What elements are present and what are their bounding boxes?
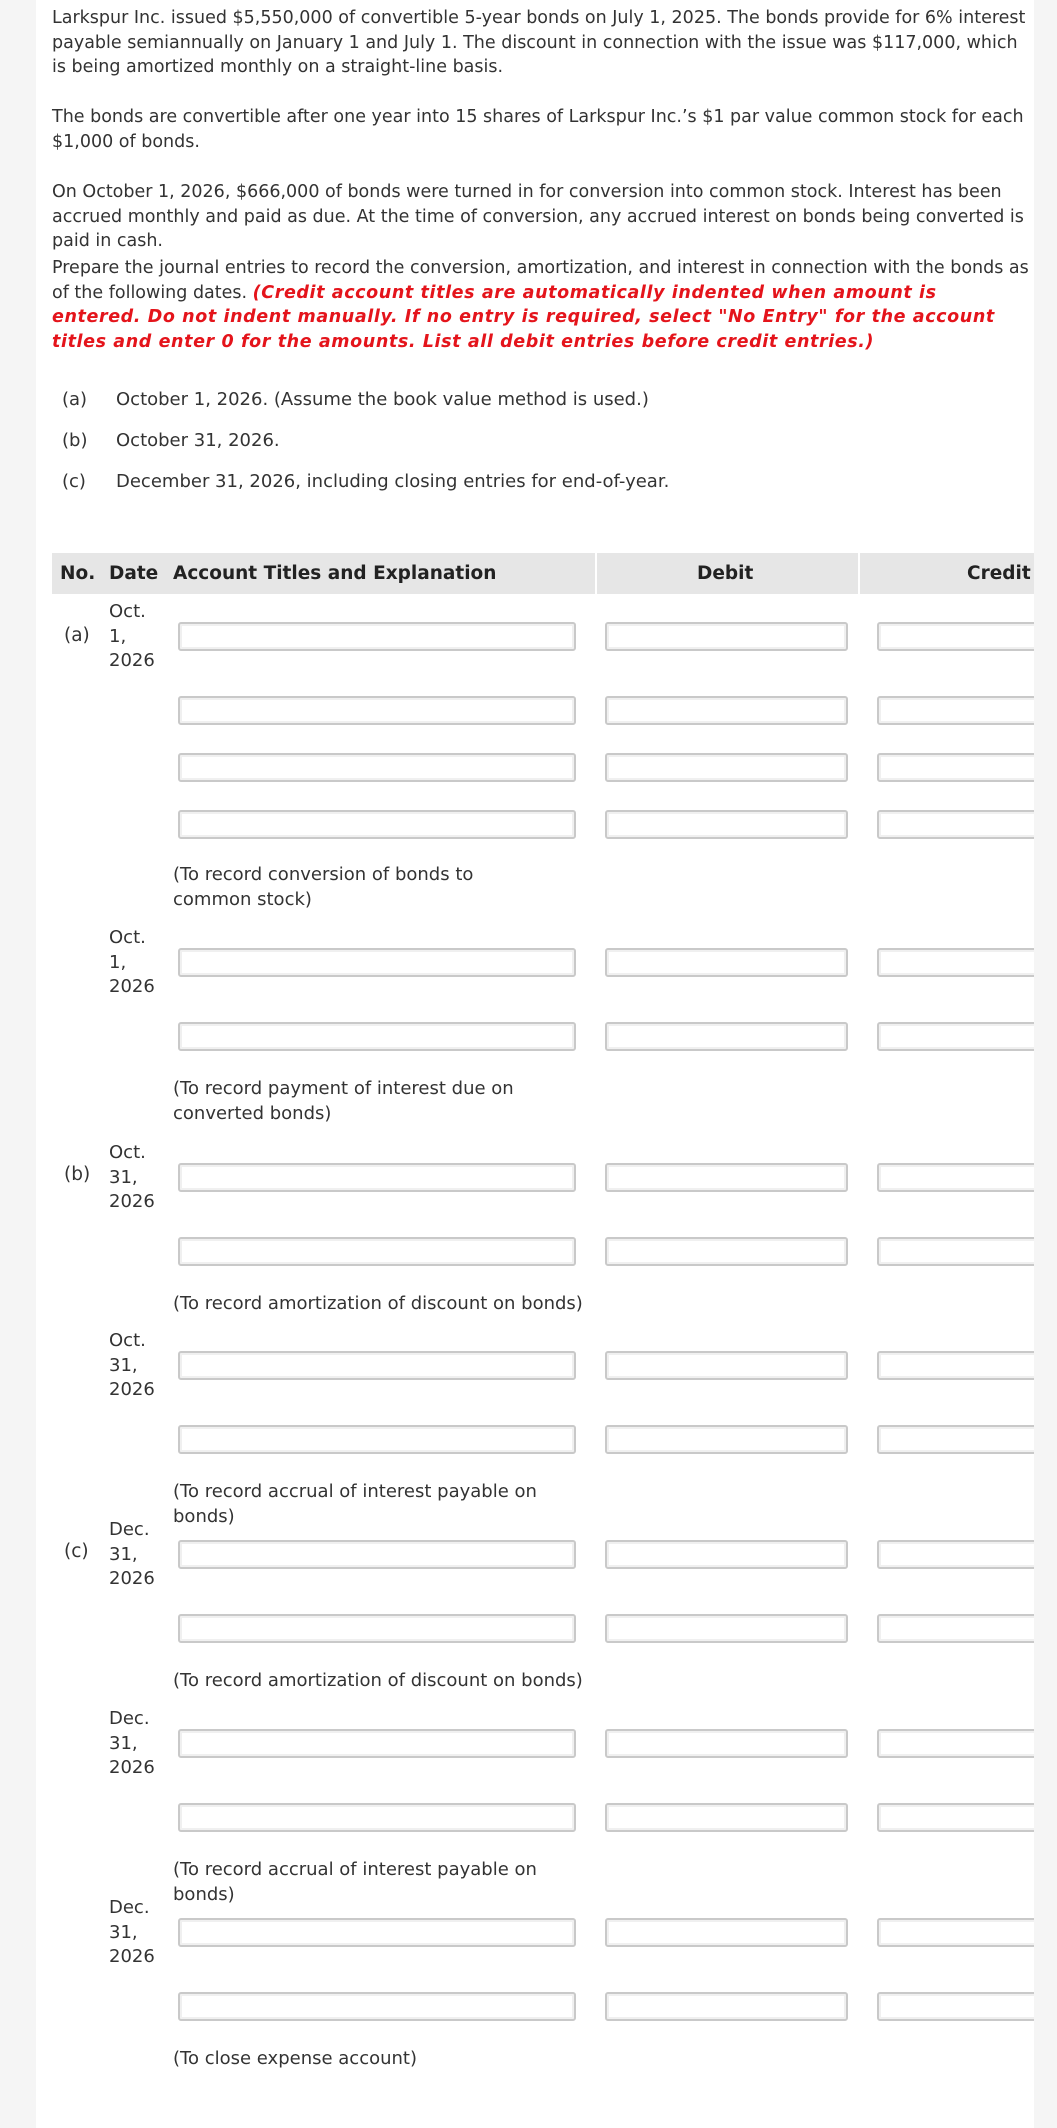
date-day: 31, <box>109 1732 138 1754</box>
entry-date <box>109 1707 165 1781</box>
account-title-input[interactable] <box>178 1918 576 1947</box>
header-account: Account Titles and Explanation <box>173 563 497 584</box>
debit-input[interactable] <box>605 1540 848 1569</box>
credit-input[interactable] <box>877 753 1034 782</box>
entry-explanation: (To record payment of interest due on converted bonds) <box>173 1078 514 1124</box>
date-year: 2026 <box>109 650 155 672</box>
date-year: 2026 <box>109 1379 155 1401</box>
account-title-input[interactable] <box>178 1803 576 1832</box>
account-title-input[interactable] <box>178 1351 576 1380</box>
entry-explanation: (To record conversion of bonds to common stock) <box>173 864 474 910</box>
date-month: Oct. <box>109 927 146 948</box>
debit-input[interactable] <box>605 1237 848 1266</box>
entry-number: (a) <box>64 625 90 646</box>
credit-input[interactable] <box>877 810 1034 839</box>
problem-instructions <box>52 256 1032 354</box>
debit-input[interactable] <box>605 1803 848 1832</box>
instruction-warning: (Credit account titles are automatically indented when amount is entered. Do not indent manually. If no entry is required, select "No Entry" for the account titles and enter 0 for the amounts. List all debit entries before credit entries.) <box>52 282 995 352</box>
date-day: 31, <box>109 1543 138 1565</box>
debit-input[interactable] <box>605 696 848 725</box>
debit-input[interactable] <box>605 1918 848 1947</box>
table-header <box>52 553 1034 594</box>
account-title-input[interactable] <box>178 622 576 651</box>
debit-input[interactable] <box>605 810 848 839</box>
credit-input[interactable] <box>877 1918 1034 1947</box>
part-text: December 31, 2026, including closing entries for end-of-year. <box>116 471 670 492</box>
date-month: Dec. <box>109 1708 150 1729</box>
account-title-input[interactable] <box>178 810 576 839</box>
debit-input[interactable] <box>605 1163 848 1192</box>
account-title-input[interactable] <box>178 948 576 977</box>
debit-input[interactable] <box>605 948 848 977</box>
problem-paragraph-3: On October 1, 2026, $666,000 of bonds were turned in for conversion into common stock. Interest has been accrued monthly and paid as due. At the time of conversion, any accrued interest on bonds being converted is paid in cash. <box>52 182 1024 251</box>
problem-paragraph-2: The bonds are convertible after one year into 15 shares of Larkspur Inc.’s $1 par value common stock for each $1,000 of bonds. <box>52 107 1024 152</box>
header-no: No. <box>60 563 96 584</box>
entry-date <box>109 926 165 1000</box>
date-year: 2026 <box>109 1946 155 1968</box>
part-label: (b) <box>62 430 88 451</box>
entry-date <box>109 600 165 674</box>
entry-explanation: (To record accrual of interest payable on bonds) <box>173 1859 537 1905</box>
debit-input[interactable] <box>605 753 848 782</box>
date-year: 2026 <box>109 976 155 998</box>
credit-input[interactable] <box>877 1729 1034 1758</box>
part-label: (a) <box>62 389 88 410</box>
debit-input[interactable] <box>605 622 848 651</box>
credit-input[interactable] <box>877 1022 1034 1051</box>
debit-input[interactable] <box>605 1729 848 1758</box>
entry-date <box>109 1896 165 1970</box>
credit-input[interactable] <box>877 622 1034 651</box>
account-title-input[interactable] <box>178 1992 576 2021</box>
debit-input[interactable] <box>605 1022 848 1051</box>
account-title-input[interactable] <box>178 1425 576 1454</box>
date-day: 31, <box>109 1921 138 1943</box>
header-divider <box>858 553 860 594</box>
credit-input[interactable] <box>877 1425 1034 1454</box>
header-debit: Debit <box>697 563 754 584</box>
problem-paragraph-1: Larkspur Inc. issued $5,550,000 of convertible 5-year bonds on July 1, 2025. The bonds provide for 6% interest payable semiannually on January 1 and July 1. The discount in connection with the issue was $117,000, which is being amortized monthly on a straight-line basis. <box>52 8 1026 77</box>
entry-number: (b) <box>64 1164 91 1185</box>
account-title-input[interactable] <box>178 1540 576 1569</box>
date-month: Oct. <box>109 1330 146 1351</box>
entry-date <box>109 1329 165 1403</box>
entry-explanation: (To record accrual of interest payable on bonds) <box>173 1481 537 1527</box>
part-label: (c) <box>62 471 86 492</box>
account-title-input[interactable] <box>178 753 576 782</box>
credit-input[interactable] <box>877 1540 1034 1569</box>
account-title-input[interactable] <box>178 1022 576 1051</box>
date-month: Oct. <box>109 1142 146 1163</box>
credit-input[interactable] <box>877 1237 1034 1266</box>
date-day: 1, <box>109 625 127 647</box>
entry-number: (c) <box>64 1541 89 1562</box>
account-title-input[interactable] <box>178 1729 576 1758</box>
journal-entry-table <box>52 553 1034 2093</box>
debit-input[interactable] <box>605 1992 848 2021</box>
entry-date <box>109 1141 165 1215</box>
account-title-input[interactable] <box>178 1237 576 1266</box>
debit-input[interactable] <box>605 1614 848 1643</box>
account-title-input[interactable] <box>178 1614 576 1643</box>
entry-date <box>109 1518 165 1592</box>
entry-explanation: (To record amortization of discount on bonds) <box>173 1670 583 1691</box>
entry-explanation: (To record amortization of discount on bonds) <box>173 1293 583 1314</box>
date-day: 31, <box>109 1354 138 1376</box>
account-title-input[interactable] <box>178 1163 576 1192</box>
date-year: 2026 <box>109 1568 155 1590</box>
credit-input[interactable] <box>877 948 1034 977</box>
entry-explanation: (To close expense account) <box>173 2048 418 2069</box>
date-year: 2026 <box>109 1757 155 1779</box>
date-month: Dec. <box>109 1897 150 1918</box>
date-month: Dec. <box>109 1519 150 1540</box>
header-date: Date <box>109 563 159 584</box>
credit-input[interactable] <box>877 1992 1034 2021</box>
date-day: 31, <box>109 1166 138 1188</box>
credit-input[interactable] <box>877 1163 1034 1192</box>
header-divider <box>595 553 597 594</box>
debit-input[interactable] <box>605 1351 848 1380</box>
instruction-text: Prepare the journal entries to record the conversion, amortization, and interest in connection with the bonds as of the following dates. <box>52 258 1029 303</box>
credit-input[interactable] <box>877 696 1034 725</box>
credit-input[interactable] <box>877 1351 1034 1380</box>
debit-input[interactable] <box>605 1425 848 1454</box>
date-year: 2026 <box>109 1191 155 1213</box>
credit-input[interactable] <box>877 1803 1034 1832</box>
date-day: 1, <box>109 951 127 973</box>
account-title-input[interactable] <box>178 696 576 725</box>
header-credit: Credit <box>967 563 1031 584</box>
part-text: October 1, 2026. (Assume the book value method is used.) <box>116 389 649 410</box>
credit-input[interactable] <box>877 1614 1034 1643</box>
date-month: Oct. <box>109 601 146 622</box>
part-text: October 31, 2026. <box>116 430 280 451</box>
question-card <box>36 0 1034 2128</box>
